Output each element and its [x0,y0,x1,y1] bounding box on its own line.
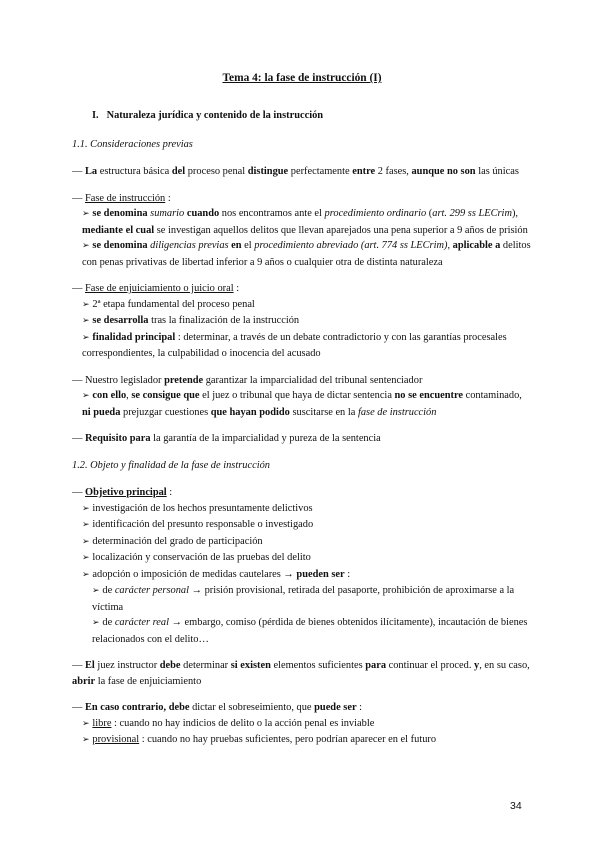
page-title: Tema 4: la fase de instrucción (I) [222,72,382,84]
bullet-arrow-icon: ➢ [82,241,93,251]
bullet-arrow-icon: ➢ [82,332,93,343]
list-item: — En caso contrario, debe dictar el sobreseimiento, que puede ser : [72,702,363,713]
list-item: ➢ se denomina diligencias previas en el procedimiento abreviado (art. 774 ss LECrim), aplicable a delitos con penas privativas de libertad inferior a 9 años o cualquier otra de distinta naturaleza [82,240,531,268]
page-number: 34 [510,800,522,812]
list-item: ➢ de carácter personal → prisión provisional, retirada del pasaporte, prohibición de aproximarse a la víctima [92,585,515,613]
list-item: ➢ investigación de los hechos presuntamente delictivos [82,502,313,514]
paragraph-objetivo [72,485,532,647]
bullet-arrow-icon: ➢ [82,391,93,401]
list-item: — Nuestro legislador pretende garantizar la imparcialidad del tribunal sentenciador [72,374,423,386]
list-item: ➢ finalidad principal : determinar, a través de un debate contradictorio y con las garantías procesales correspondientes, la culpabilidad o inocencia del acusado [82,331,507,359]
list-item: ➢ determinación del grado de participación [82,535,263,547]
document-page [72,70,532,760]
list-item: ➢ adopción o imposición de medidas cautelares → pueden ser : [82,568,351,580]
list-item: ➢ se denomina sumario cuando nos encontramos ante el procedimiento ordinario (art. 299 ss LECrim), mediante el cual se investigan aquellos delitos que llevan aparejados una pena superior a 9 años de prisión [82,208,528,236]
bullet-arrow-icon: ➢ [82,299,93,310]
bullet-arrow-icon: ➢ [92,618,103,628]
section-heading-1: I. Naturaleza jurídica y contenido de la instrucción [92,110,324,121]
paragraph-juez-instructor: — El juez instructor debe determinar si existen elementos suficientes para continuar el proced. y, en su caso, abrir la fase de enjuiciamiento [72,660,530,687]
bullet-arrow-icon: ➢ [82,536,93,547]
list-item: ➢ libre : cuando no hay indicios de delito o la acción penal es inviable [82,717,375,729]
bullet-arrow-icon: ➢ [92,586,103,596]
bullet-arrow-icon: ➢ [82,569,93,580]
list-item: ➢ 2ª etapa fundamental del proceso penal [82,298,255,310]
bullet-arrow-icon: ➢ [82,316,93,326]
list-item: ➢ provisional : cuando no hay pruebas suficientes, pero podrían aparecer en el futuro [82,734,437,745]
list-item: ➢ identificación del presunto responsable o investigado [82,519,314,530]
subsection-heading-1-2: 1.2. Objeto y finalidad de la fase de instrucción [72,459,270,471]
paragraph-requisito: — Requisito para la garantía de la imparcialidad y pureza de la sentencia [72,433,381,444]
list-item: ➢ se desarrolla tras la finalización de la instrucción [82,315,300,326]
bullet-arrow-icon: ➢ [82,735,93,745]
bullet-arrow-icon: ➢ [82,209,93,219]
paragraph-sobreseimiento [72,700,532,749]
paragraph-fase-instruccion [72,191,532,271]
list-item: ➢ de carácter real → embargo, comiso (pérdida de bienes obtenidos ilícitamente), incautación de bienes relacionados con el delito… [92,617,528,645]
bullet-arrow-icon: ➢ [82,718,93,729]
subsection-heading-1-1: 1.1. Consideraciones previas [72,138,193,150]
bullet-arrow-icon: ➢ [82,520,93,530]
list-item: ➢ localización y conservación de las pruebas del delito [82,552,311,563]
list-item: ➢ con ello, se consigue que el juez o tribunal que haya de dictar sentencia no se encuentre contaminado, ni pueda prejuzgar cuestiones que hayan podido suscitarse en la fase de instrucción [82,390,522,418]
list-item: — Fase de instrucción : [72,192,171,204]
list-item: — Fase de enjuiciamiento o juicio oral : [72,283,240,294]
paragraph-fase-enjuiciamiento [72,281,532,362]
list-item: — Objetivo principal : [72,487,173,498]
paragraph-estructura: — La estructura básica del proceso penal distingue perfectamente entre 2 fases, aunque no son las únicas [72,166,519,177]
bullet-arrow-icon: ➢ [82,553,93,563]
bullet-arrow-icon: ➢ [82,503,93,514]
paragraph-legislador [72,373,532,421]
